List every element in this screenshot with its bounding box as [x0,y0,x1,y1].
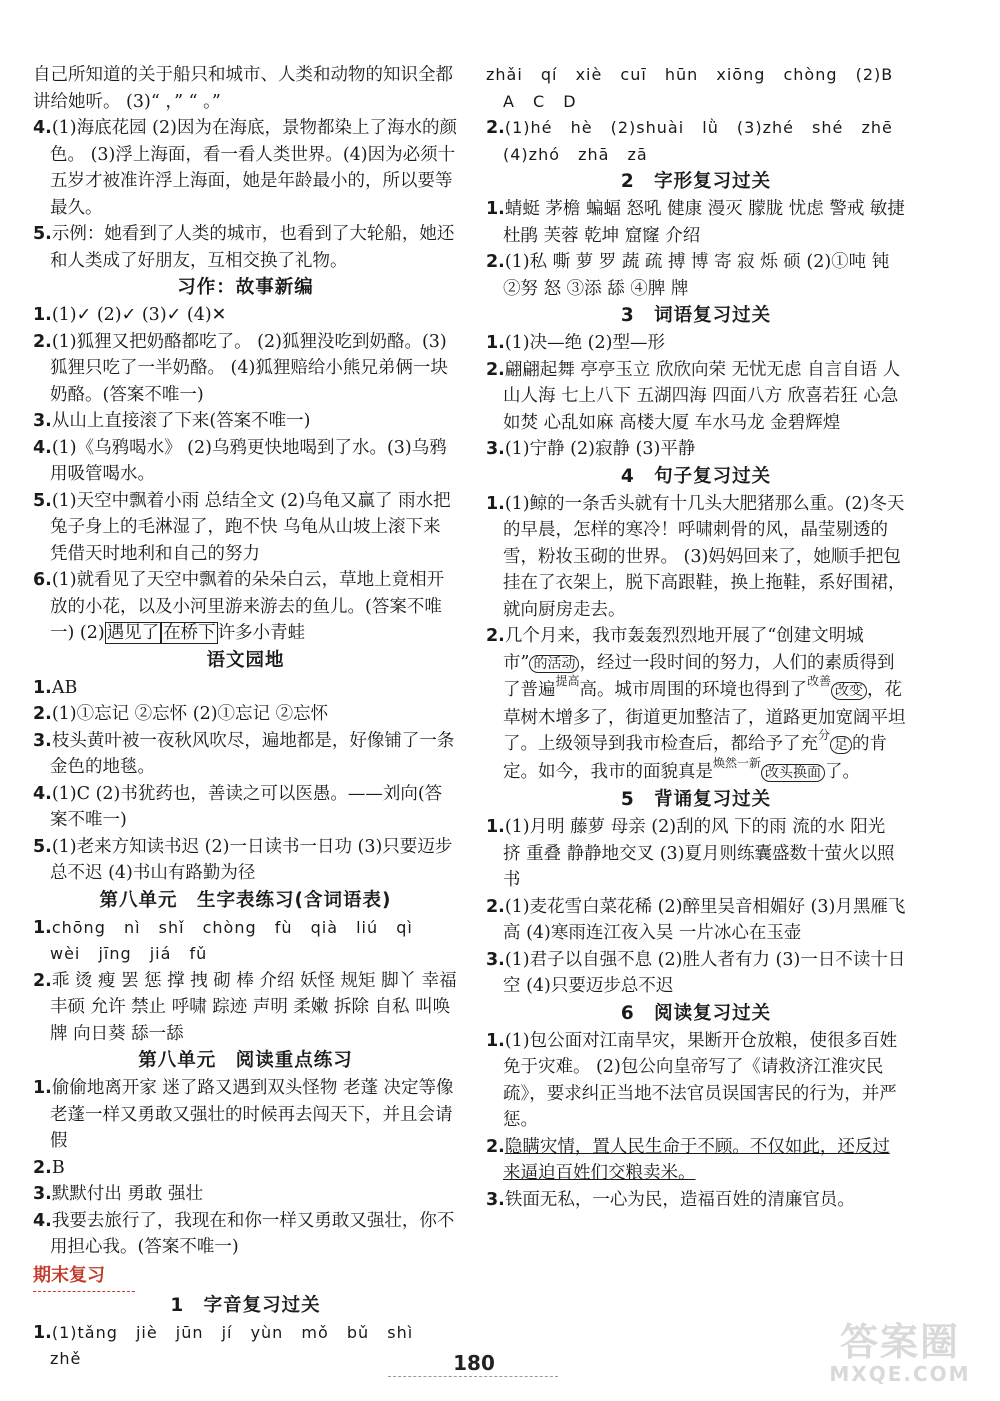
answer-text: 几个月来，我市轰轰烈烈地开展了“创建文明城市” [503,626,864,673]
answer-item [486,249,906,302]
answer-number: 2. [486,252,505,272]
answer-number: 2. [33,1157,52,1178]
answer-number: 2. [33,331,52,352]
page-number-rule [388,1376,558,1377]
answer-number: 4. [33,437,52,458]
answer-text: 偷偷地离开家 迷了路又遇到双头怪物 老蓬 决定等像老蓬一样又勇敢又强壮的时候再去闯天下，并且会请假 [50,1078,454,1151]
answer-text: (1)海底花园 (2)因为在海底，景物都染上了海水的颜色。 (3)浮上海面，看一看人类世界。(4)因为必须十五岁才被准许浮上海面，她是年龄最小的，所以要等最久。 [50,118,457,218]
answer-text: 我要去旅行了，我现在和你一样又勇敢又强壮，你不用担心我。(答案不唯一) [50,1210,455,1257]
pinyin-answer: zhǎi qí xiè cuī hūn xiōng chòng (2)B A C D [486,65,894,111]
circled-word: 改头换面 [761,764,825,782]
answer-item [33,675,458,702]
answer-number: 3. [33,411,52,431]
page-number: 180 [453,1351,495,1375]
answer-item [33,781,458,834]
answer-item [486,62,906,115]
answer-item [33,968,458,1048]
answer-number: 2. [33,704,52,724]
inserted-phrase: 的活动 [529,655,579,673]
right-column [486,62,906,1213]
section-heading: 4 句子复习过关 [620,465,772,487]
answer-item [33,1155,458,1182]
answer-item [486,491,906,624]
answer-number: 1. [33,1322,52,1343]
answer-text: (1)①忘记 ②忘怀 (2)①忘记 ②忘怀 [51,704,329,724]
answer-number: 3. [33,1184,52,1204]
answer-text: 翩翩起舞 亭亭玉立 欣欣向荣 无忧无虑 自言自语 人山人海 七上八下 五湖四海 四面八方 欣喜若狂 心急如焚 心乱如麻 高楼大厦 车水马龙 金碧辉煌 [503,359,901,433]
answer-item [486,330,906,357]
answer-item [33,567,458,647]
answer-number: 1. [486,199,505,219]
answer-number: 1. [486,493,505,514]
section-heading: 第八单元 生字表练习(含词语表) [99,889,392,911]
answer-text: 许多小青蛙 [217,623,306,643]
answer-item [486,814,906,894]
answer-item [486,894,906,947]
answer-number: 3. [486,949,505,970]
part-heading: 期末复习 [33,1261,135,1292]
answer-number: 6. [33,570,52,590]
answer-number: 3. [486,1189,505,1210]
answer-text: 的肯定。如今，我市的面貌真是 [503,734,888,782]
answer-item [33,1208,458,1261]
section-heading: 2 字形复习过关 [620,171,772,192]
answer-number: 1. [486,817,505,837]
answer-text: 枝头黄叶被一夜秋风吹尽，遍地都是，好像铺了一条金色的地毯。 [50,730,455,777]
answer-number: 1. [33,917,52,938]
answer-item [486,196,906,249]
answer-text: 高。城市周围的环境也得到了 [579,680,808,700]
answer-text: (1)老来方知读书迟 (2)一日读书一日功 (3)只要迈步总不迟 (4)书山有路勤为径 [50,836,453,883]
section-heading: 5 背诵复习过关 [620,789,772,810]
answer-number: 5. [33,490,52,511]
answer-text: (1)C (2)书犹药也，善读之可以医愚。——刘向(答案不唯一) [50,783,443,830]
answer-text: (1)月明 藤萝 母亲 (2)刮的风 下的雨 流的水 阳光 挤 重叠 静静地交叉 (3)夏月则练囊盛数十萤火以照书 [503,817,895,890]
watermark-url: MXQE.COM [829,1362,971,1386]
answer-number: 3. [33,730,52,751]
answer-text: (1)《乌鸦喝水》 (2)乌鸦更快地喝到了水。(3)乌鸦用吸管喝水。 [50,437,447,484]
answer-text: (1)麦花雪白菜花稀 (2)醉里吴音相媚好 (3)月黑雁飞高 (4)寒雨连江夜入吴 一片冰心在玉壶 [503,896,906,943]
answer-number: 2. [486,1136,505,1157]
answer-text: 了。 [825,761,861,782]
answer-text: 铁面无私，一心为民，造福百姓的清廉官员。 [504,1189,855,1210]
answer-item [486,1187,906,1214]
answer-text: ，经过一段时间的努力，人们的素质得到了普遍 [503,652,895,700]
answer-number: 4. [33,783,52,804]
answer-text: (1)鲸的一条舌头就有十几头大肥猪那么重。(2)冬天的早晨，怎样的寒冷！呼啸刺骨的风，晶莹剔透的雪，粉妆玉砌的世界。 (3)妈妈回来了，她顺手把包挂在了衣架上，脱下高跟鞋，换上拖鞋，系好围裙，就向厨房走去。 [503,493,906,620]
answer-number: 4. [33,118,52,138]
answer-text: (1)君子以自强不息 (2)胜人者有力 (3)一日不读十日空 (4)只要迈步总不迟 [503,949,906,996]
answer-text: 蜻蜓 茅檐 蝙蝠 怒吼 健康 漫灭 朦胧 忧虑 警戒 敏捷 杜鹃 芙蓉 乾坤 窟窿 介绍 [503,199,905,246]
answer-item [33,1181,458,1208]
section-heading: 1 字音复习过关 [170,1294,321,1316]
answer-text: (1)天空中飘着小雨 总结全文 (2)乌龟又赢了 雨水把兔子身上的毛淋湿了，跑不快 乌龟从山坡上滚下来 凭借天时地利和自己的努力 [50,490,451,564]
answer-text: (1)宁静 (2)寂静 (3)平静 [504,439,696,459]
answer-number: 2. [486,896,505,917]
answer-item [33,221,458,274]
correction-mark: 提高 [555,674,580,688]
answer-item [33,701,458,728]
answer-item [33,115,458,221]
answer-item [33,915,458,968]
circled-word: 足 [830,736,852,754]
answer-item [33,728,458,781]
answer-number: 4. [33,1210,52,1231]
answer-text: 示例：她看到了人类的城市，也看到了大轮船，她还和人类成了好朋友，互相交换了礼物。 [50,224,455,271]
answer-number: 2. [486,626,505,646]
answer-text: AB [51,677,78,698]
answer-number: 3. [486,439,505,459]
answer-item [33,408,458,435]
answer-number: 5. [33,836,52,857]
answer-number: 1. [33,1078,52,1098]
answer-item [33,302,458,329]
answer-text: (1)狐狸又把奶酪都吃了。 (2)狐狸没吃到奶酪。(3)狐狸只吃了一半奶酪。 (4)狐狸赔给小熊兄弟俩一块奶酪。(答案不唯一) [50,331,448,405]
section-heading: 3 词语复习过关 [620,305,772,326]
answer-number: 2. [486,359,505,380]
answer-number: 5. [33,224,52,244]
correction-mark: 分 [818,728,831,742]
section-heading: 习作：故事新编 [177,277,314,298]
answer-item [33,1320,458,1373]
boxed-word: 在桥下 [163,623,216,643]
answer-number: 2. [33,970,52,991]
answer-text: (1)包公面对江南旱灾，果断开仓放粮，使很多百姓免于灾难。 (2)包公向皇帝写了《请救济江淮灾民疏》，要求纠正当地不法官员误国害民的行为，并严惩。 [503,1030,898,1130]
answer-item [486,1028,906,1134]
answer-number: 1. [33,677,52,698]
boxed-word: 遇见了 [106,623,160,643]
answer-text: (1)✓ (2)✓ (3)✓ (4)✕ [51,305,227,325]
left-column [33,62,458,1373]
answer-number: 1. [33,305,52,325]
underlined-answer: 隐瞒灾情，置人民生命于不顾。不仅如此，还反过来逼迫百姓们交粮卖米。 [503,1136,890,1183]
circled-word: 改变 [831,682,867,700]
correction-mark: 改善 [807,674,832,688]
answer-item [486,947,906,1000]
answer-continuation: 自己所知道的关于船只和城市、人类和动物的知识全都讲给她听。 (3)“ ，” “ 。” [33,65,453,112]
answer-text: B [51,1157,65,1178]
pinyin-answer: (1)hé hè (2)shuài lǜ (3)zhé shé zhē (4)zhó zhā zā [503,118,893,164]
answer-number: 2. [486,118,505,138]
answer-text: 默默付出 勇敢 强壮 [51,1184,203,1204]
answer-item [486,436,906,463]
section-heading: 语文园地 [206,649,285,671]
answer-item [486,357,906,437]
answer-item [33,834,458,887]
section-heading: 第八单元 阅读重点练习 [138,1050,353,1071]
answer-number: 1. [486,1030,505,1051]
answer-text: 从山上直接滚了下来(答案不唯一) [51,411,311,431]
correction-mark: 焕然一新 [713,755,762,770]
pinyin-answer: (1)tǎng jiè jūn jí yùn mǒ bǔ shì zhě [50,1322,414,1368]
answer-text: (1)私 嘶 萝 罗 蔬 疏 搏 博 寄 寂 烁 硕 (2)①吨 钝 ②努 怒 ③添 舔 ④脾 牌 [503,252,890,299]
pinyin-answer: chōng nì shǐ chòng fù qià liú qì wèi jīng jiá fǔ [50,917,413,963]
answer-text: ，花草树木增多了，街道更加整洁了，道路更加宽阔平坦了。上级领导到我市检查后，都给予了充 [503,680,906,754]
answer-text: 乖 烫 瘦 罢 惩 撑 拽 砌 棒 介绍 妖怪 规矩 脚丫 幸福 丰硕 允许 禁止 呼啸 踪迹 声明 柔嫩 拆除 自私 叫唤 牌 向日葵 舔一舔 [50,970,457,1044]
answer-item [486,1134,906,1187]
section-heading: 6 阅读复习过关 [620,1002,772,1024]
answer-text: (1)就看见了天空中飘着的朵朵白云，草地上竟相开放的小花，以及小河里游来游去的鱼儿。(答案不唯一) (2) [50,570,445,643]
answer-item [33,329,458,409]
answer-item [33,488,458,568]
answer-item [33,435,458,488]
answer-text: (1)决—绝 (2)型—形 [504,333,665,353]
watermark-logo-text: 答案圈 [839,1320,960,1364]
answer-number: 1. [486,333,505,353]
answer-item [486,623,906,786]
answer-item [486,115,906,168]
part-heading-row [33,1261,458,1292]
watermark [815,1322,985,1394]
answer-item [33,1075,458,1155]
